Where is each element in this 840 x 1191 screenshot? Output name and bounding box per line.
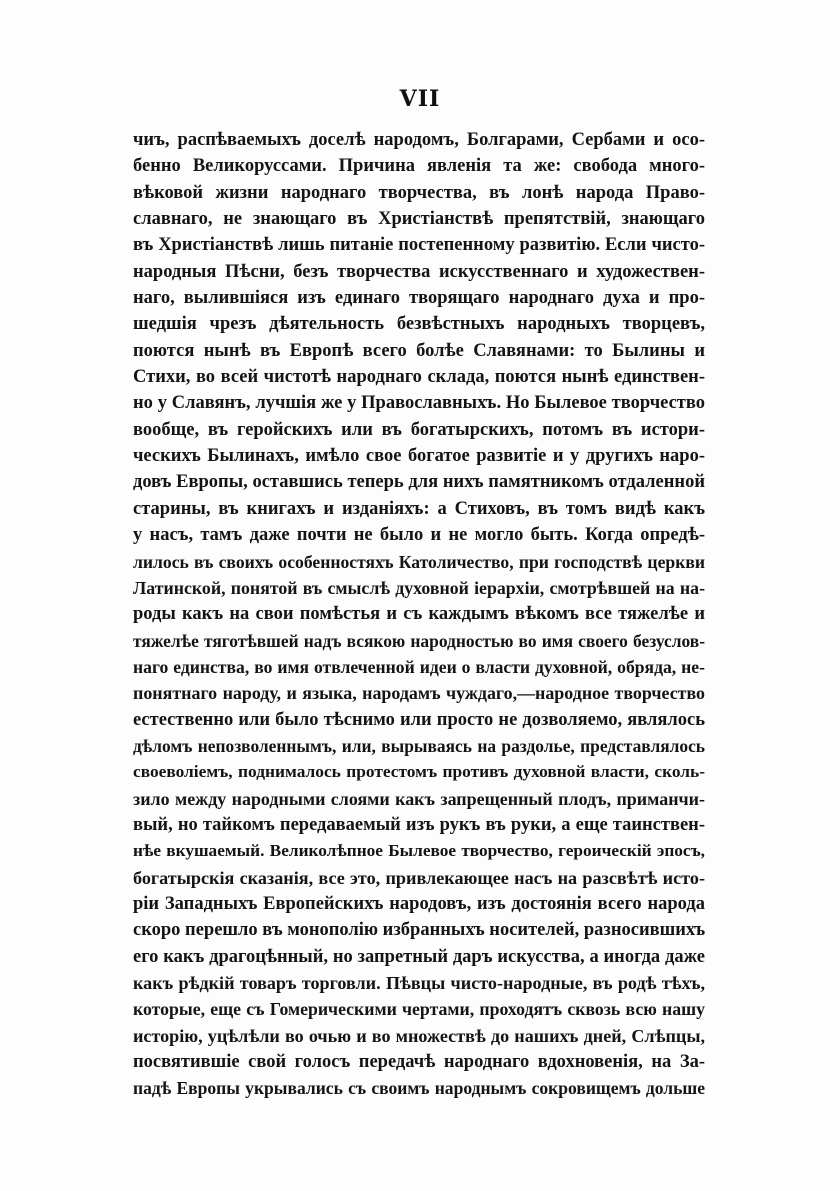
text-line: въ Христіанствѣ лишь питаніе постепенному развитію. Если чисто- xyxy=(133,235,705,256)
text-line: Стихи, во всей чистотѣ народнаго склада, поются нынѣ единствен- xyxy=(133,367,705,388)
text-line: его какъ драгоцѣнный, но запретный даръ искусства, а иногда даже xyxy=(133,946,705,967)
text-line: чиъ, распѣваемыхъ доселѣ народомъ, Болгарами, Сербами и осо- xyxy=(133,130,705,150)
text-line: исторію, уцѣлѣли во очью и во множествѣ до нашихъ дней, Слѣпцы, xyxy=(133,1025,705,1046)
text-line: понятнаго народу, и языка, народамъ чуждаго,—народное творчество xyxy=(133,683,705,704)
text-line: которые, еще съ Гомерическими чертами, проходятъ сквозь всю нашу xyxy=(133,999,705,1020)
text-line: довъ Европы, оставшись теперь для нихъ памятникомъ отдаленной xyxy=(133,472,705,493)
text-line: вообще, въ геройскихъ или въ богатырскихъ, потомъ въ истори- xyxy=(133,419,705,440)
body-text xyxy=(133,127,705,1102)
text-line: старины, въ книгахъ и изданіяхъ: а Стиховъ, въ томъ видѣ какъ xyxy=(133,498,705,519)
text-line: роды какъ на свои помѣстья и съ каждымъ вѣкомъ все тяжелѣе и xyxy=(133,604,705,625)
text-line: наго, вылившіяся изъ единаго творящаго народнаго духа и про- xyxy=(133,288,705,309)
text-line: вѣковой жизни народнаго творчества, въ лонѣ народа Право- xyxy=(133,182,705,203)
text-line: падѣ Европы укрывались съ своимъ народнымъ сокровищемъ дольше xyxy=(133,1078,705,1099)
text-line: у насъ, тамъ даже почти не было и не могло быть. Когда опредѣ- xyxy=(133,525,705,546)
text-line: естественно или было тѣснимо или просто не дозволяемо, являлось xyxy=(133,709,705,730)
text-line: вый, но тайкомъ передаваемый изъ рукъ въ руки, а еще таинствен- xyxy=(133,814,705,835)
text-line: тяжелѣе тяготѣвшей надъ всякою народностью во имя своего безуслов- xyxy=(133,630,705,651)
text-line: своеволіемъ, поднималось протестомъ противъ духовной власти, сколь- xyxy=(133,762,705,782)
text-line: зило между народными слоями какъ запрещенный плодъ, приманчи- xyxy=(133,788,705,809)
text-line: нѣе вкушаемый. Великолѣпное Былевое творчество, героическій эпосъ, xyxy=(133,841,705,861)
text-line: ріи Западныхъ Европейскихъ народовъ, изъ достоянія всего народа xyxy=(133,893,705,914)
text-line: посвятившіе свой голосъ передачѣ народнаго вдохновенія, на За- xyxy=(133,1052,705,1073)
text-line: народныя Пѣсни, безъ творчества искусственнаго и художествен- xyxy=(133,261,705,282)
text-line: Латинской, понятой въ смыслѣ духовной іерархіи, смотрѣвшей на на- xyxy=(133,577,705,598)
text-line: какъ рѣдкій товаръ торговли. Пѣвцы чисто-народные, въ родѣ тѣхъ, xyxy=(133,973,705,993)
text-line: наго единства, во имя отвлеченной идеи о власти духовной, обряда, не- xyxy=(133,656,705,677)
text-line: дѣломъ непозволеннымъ, или, вырываясь на раздолье, представлялось xyxy=(133,735,705,756)
text-line: бенно Великоруссами. Причина явленія та же: свобода много- xyxy=(133,156,705,177)
text-line: поются нынѣ въ Европѣ всего болѣе Славянами: то Былины и xyxy=(133,340,705,361)
text-line: шедшія чрезъ дѣятельность безвѣстныхъ народныхъ творцевъ, xyxy=(133,314,705,335)
text-line: лилось въ своихъ особенностяхъ Католичество, при господствѣ церкви xyxy=(133,551,705,572)
text-line: скоро перешло въ монополію избранныхъ носителей, разносившихъ xyxy=(133,920,705,941)
text-line: но у Славянъ, лучшія же у Православныхъ. Но Былевое творчество xyxy=(133,393,705,414)
text-line: славнаго, не знающаго въ Христіанствѣ препятствій, знающаго xyxy=(133,209,705,230)
text-line: богатырскія сказанія, все это, привлекающее насъ на разсвѣтѣ исто- xyxy=(133,867,705,888)
page-number: VII xyxy=(399,86,441,112)
text-line: ческихъ Былинахъ, имѣло свое богатое развитіе и у другихъ наро- xyxy=(133,446,705,467)
